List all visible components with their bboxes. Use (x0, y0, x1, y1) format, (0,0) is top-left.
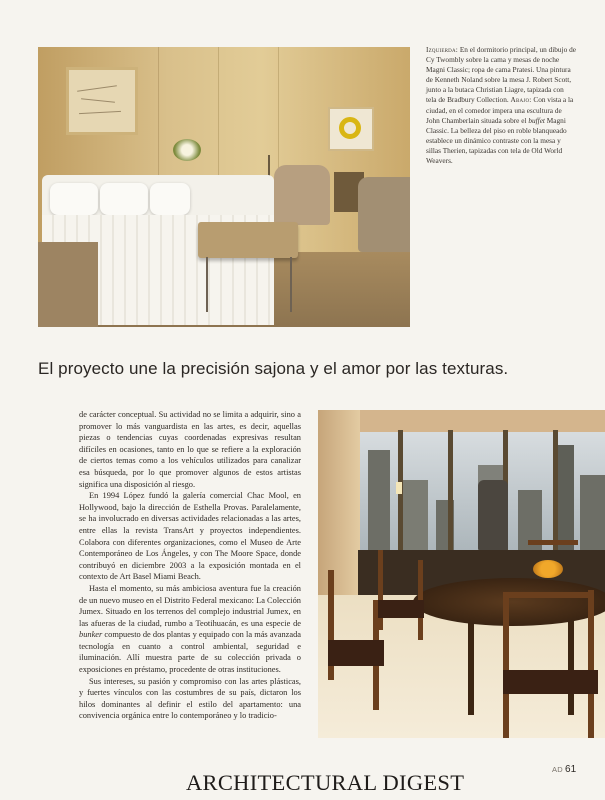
caption-text-2: Con vista a la ciudad, en el comedor impera una escultura de John Chamberlain situada sobre el (426, 95, 574, 125)
bench (198, 222, 298, 258)
body-paragraph: Hasta el momento, su más ambiciosa aventura fue la creación de un nuevo museo en el Distrito Federal mexicano: La Colección Jumex. Situado en los terrenos del complejo industrial Jumex, en las afueras de la ciudad, rumbo a Teotihuacán, es una especie de bunker compuesto de dos plantas y equipado con la más avanzada tecnología en cuanto a control ambiental, seguridad e iluminación. Allí muestra parte de su colección privada o exposiciones en préstamo, procedente de otras instituciones. (79, 583, 301, 675)
dining-room-photo (318, 410, 605, 738)
caption-lead-2: Abajo: (510, 95, 532, 105)
bedroom-photo (38, 47, 410, 327)
fruit-bowl (533, 560, 563, 578)
magazine-masthead: ARCHITECTURAL DIGEST (186, 770, 465, 795)
noland-painting (328, 107, 374, 151)
caption-text-3: Magni Classic. La belleza del piso en roble blanqueado establece un dinámico contraste con la mesa y sillas Therien, tapizadas con tela de Old World Weavers. (426, 115, 567, 166)
chamberlain-sculpture (478, 480, 508, 550)
caption-lead: Izquierda: (426, 45, 459, 54)
body-paragraph: En 1994 López fundó la galería comercial Chac Mool, en Hollywood, bajo la dirección de Esthella Provas. Paralelamente, se ha involucrado en diversas actividades relacionadas a las artes, entre ellas la revista TransArt y proyectos independientes. Colabora con diferentes organizaciones, como el Museo de Arte Contemporáneo de Los Ángeles, y con The Moore Space, donde contribuyó en diciembre 2003 a la exposición montada en el contexto de Art Basel Miami Beach. (79, 491, 301, 582)
twombly-drawing (66, 67, 138, 135)
body-paragraph: de carácter conceptual. Su actividad no se limita a adquirir, sino a promover lo más vanguardista en las artes, es decir, aquellas piezas o tendencias cuyas coordenadas expresivas resultan difíciles en ocasiones, tanto en lo que se refiere a la exploración de ciertos temas como a los vehículos utilizados para canalizar esa búsqueda, por lo que promover algunos de estos artistas significa una disposición al riesgo. (79, 410, 301, 489)
page-number: 61 (565, 764, 577, 775)
caption-italic: buffet (528, 115, 545, 125)
article-body (79, 409, 301, 722)
dining-table (413, 578, 605, 626)
page-folio (552, 764, 576, 775)
caption-text-1: En el dormitorio principal, un dibujo de Cy Twombly sobre la cama y mesas de noche Magni Classic; ropa de cama Pratesi. Una pintura de Kenneth Noland sobre la mesa J. Robert Scott, junto a la butaca Christian Liagre, tapizada con tela de Bradbury Collection. (426, 45, 576, 105)
folio-label: AD (552, 765, 564, 774)
photo-caption (426, 45, 576, 166)
pull-quote: El proyecto une la precisión sajona y el amor por las texturas. (38, 359, 509, 378)
body-paragraph: Sus intereses, su pasión y compromiso con las artes plásticas, y fuertes vínculos con las costumbres de su país, dictaron los hilos dominantes al definir el estilo del apartamento: una convivencia orgánica entre lo contemporáneo y lo tradicio- (79, 676, 301, 721)
